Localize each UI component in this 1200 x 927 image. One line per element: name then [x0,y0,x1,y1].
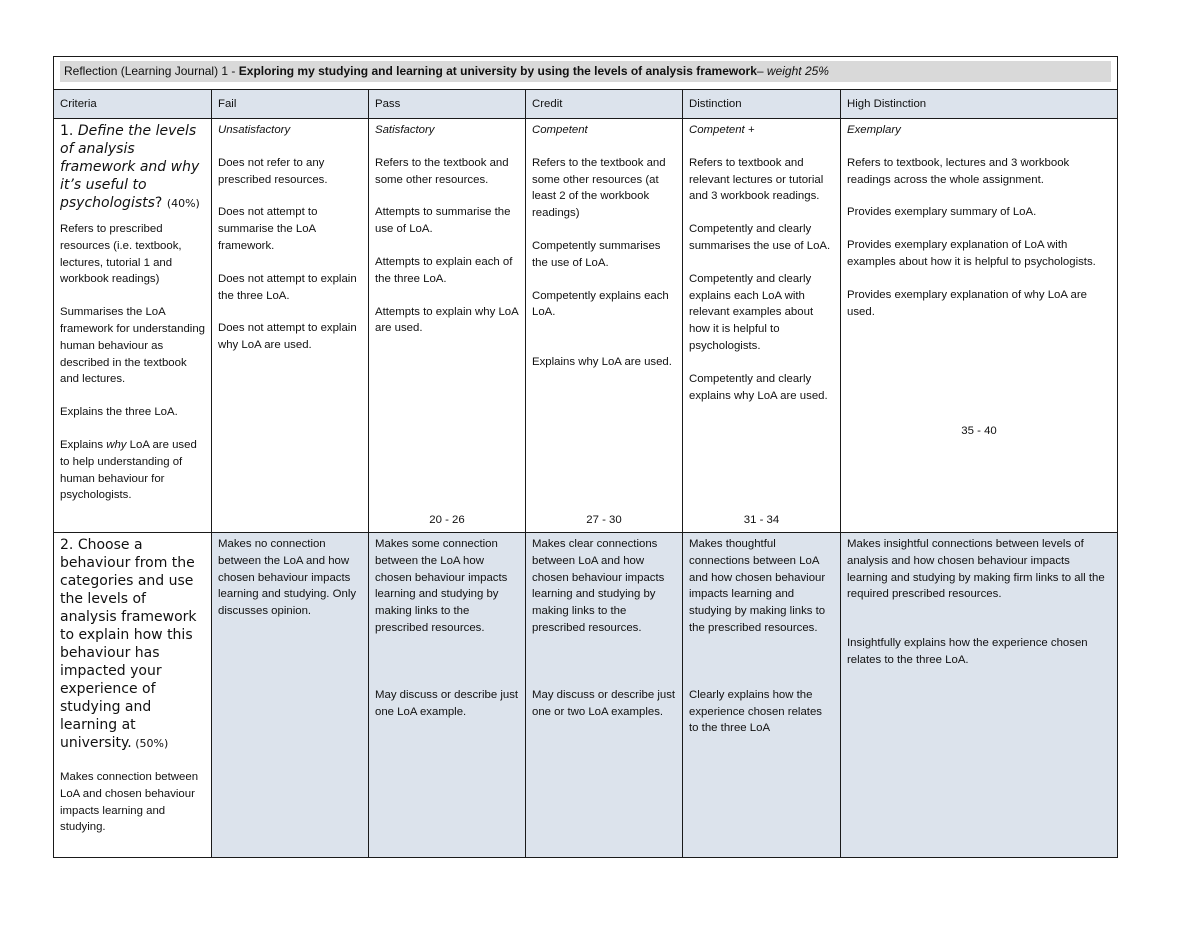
header-criteria: Criteria [54,90,212,119]
rubric-title [60,61,1111,82]
title-prefix: Reflection (Learning Journal) 1 - [64,64,239,78]
distinction-1-cell [683,119,841,533]
criteria-row-1 [54,119,1118,533]
title-weight: weight 25% [766,64,829,78]
title-separator: – [756,64,767,78]
criteria-1-qmark: ? [154,195,167,211]
descriptor: Refers to the textbook and some other resources (at least 2 of the workbook readings) [532,156,666,220]
criteria-2-point: Makes connection between LoA and chosen behaviour impacts learning and studying. [60,771,199,834]
header-distinction: Distinction [683,90,841,119]
descriptor: Attempts to summarise the use of LoA. [375,206,511,236]
descriptor: Attempts to explain each of the three LoA. [375,255,513,285]
credit-2-cell [526,533,683,858]
descriptor: Makes insightful connections between levels of analysis and how chosen behaviour impacts learning and studying by making firm links to all the required prescribed resources. [847,538,1105,601]
score-range: 20 - 26 [429,514,465,527]
spacer [847,619,1111,635]
header-fail: Fail [212,90,369,119]
score-range: 31 - 34 [743,514,780,527]
descriptor: Does not attempt to explain why LoA are used. [218,322,357,352]
criteria-2-title [60,536,205,753]
cell-content [689,122,834,529]
credit-1-cell [526,119,683,533]
high-distinction-1-cell [841,119,1118,533]
criteria-1-cell [54,119,212,533]
level-label: Exemplary [847,124,901,136]
criteria-1-weight: (40%) [166,197,200,210]
title-main: Exploring my studying and learning at university by using the levels of analysis framework [238,64,757,78]
descriptor: Provides exemplary explanation of LoA with examples about how it is helpful to psychologists. [847,239,1096,268]
criteria-row-2 [54,533,1118,858]
level-label: Competent [532,124,588,136]
descriptor: Makes thoughtful connections between LoA and how chosen behaviour impacts learning and studying by making links to the prescribed resources. [689,538,826,634]
criteria-1-point [60,437,205,504]
descriptor: Competently summarises the use of LoA. [532,239,661,269]
distinction-2-cell [683,533,841,858]
descriptor: Does not refer to any prescribed resources. [218,156,328,186]
criteria-1-point: Refers to prescribed resources (i.e. textbook, lectures, tutorial 1 and workbook readings) [60,223,182,286]
rubric-table [53,56,1118,858]
descriptor: Competently and clearly explains why LoA are used. [689,372,828,402]
descriptor: Refers to textbook, lectures and 3 workbook readings across the whole assignment. [847,156,1070,186]
descriptor: Attempts to explain why LoA are used. [375,305,519,335]
header-pass: Pass [369,90,526,119]
cell-content [532,122,676,529]
descriptor: Refers to the textbook and some other resources. [375,156,509,186]
criteria-1-point: Explains the three LoA. [60,406,178,419]
descriptor: Provides exemplary explanation of why LoA are used. [847,288,1087,318]
cell-content [375,122,519,529]
fail-2-cell [212,533,369,858]
criteria-2-weight: (50%) [131,737,169,750]
header-credit: Credit [526,90,683,119]
header-row [54,90,1118,119]
spacer [689,653,834,687]
criteria-1-title-text: Define the levels of analysis framework and why it’s useful to psychologists [60,123,200,211]
criteria-1-point: Summarises the LoA framework for understanding human behaviour as described in the textbook and lectures. [60,306,205,386]
descriptor: Competently and clearly summarises the use of LoA. [689,223,831,252]
descriptor: Competently and clearly explains each LoA with relevant examples about how it is helpful to psychologists. [689,272,814,352]
descriptor: Clearly explains how the experience chosen relates to the three LoA [689,688,822,735]
criteria-1-number: 1. [60,123,78,139]
level-label: Satisfactory [375,124,435,136]
level-label: Competent + [689,124,755,136]
criteria-1-point-text: LoA are used to help understanding of human behaviour for psychologists. [60,438,197,502]
criteria-1-point-emphasis: why [106,438,127,451]
score-range: 27 - 30 [586,514,622,527]
descriptor: May discuss or describe just one LoA example. [375,688,519,718]
descriptor: Insightfully explains how the experience chosen relates to the three LoA. [847,637,1088,666]
descriptor: Does not attempt to summarise the LoA framework. [218,206,318,252]
title-cell [54,57,1118,90]
criteria-1-title [60,122,205,213]
high-distinction-2-cell [841,533,1118,858]
title-row [54,57,1118,90]
descriptor: May discuss or describe just one or two LoA examples. [532,688,676,718]
descriptor: Makes clear connections between LoA and how chosen behaviour impacts learning and studying by making links to the prescribed resources. [532,538,665,634]
spacer [532,653,676,687]
criteria-2-number: 2. [60,537,78,553]
fail-1-cell [212,119,369,533]
criteria-1-point-text: Explains [60,438,107,451]
criteria-2-cell [54,533,212,858]
spacer [375,653,519,687]
score-range: 35 - 40 [961,425,997,437]
descriptor: Provides exemplary summary of LoA. [847,206,1037,219]
level-label: Unsatisfactory [218,124,291,136]
descriptor: Makes some connection between the LoA how chosen behaviour impacts learning and studying by making links to the prescribed resources. [375,538,508,634]
descriptor: Explains why LoA are used. [532,356,672,369]
cell-content [847,122,1111,529]
header-high-distinction: High Distinction [841,90,1118,119]
criteria-2-title-text: Choose a behaviour from the categories and use the levels of analysis framework to explain how this behaviour has impacted your experience of studying and learning at university. [60,537,197,751]
descriptor: Does not attempt to explain the three LoA. [218,272,357,302]
descriptor: Competently explains each LoA. [532,289,669,319]
pass-2-cell [369,533,526,858]
descriptor: Makes no connection between the LoA and how chosen behaviour impacts learning and studying. Only discusses opinion. [218,538,357,618]
descriptor: Refers to textbook and relevant lectures or tutorial and 3 workbook readings. [689,156,824,203]
pass-1-cell [369,119,526,533]
